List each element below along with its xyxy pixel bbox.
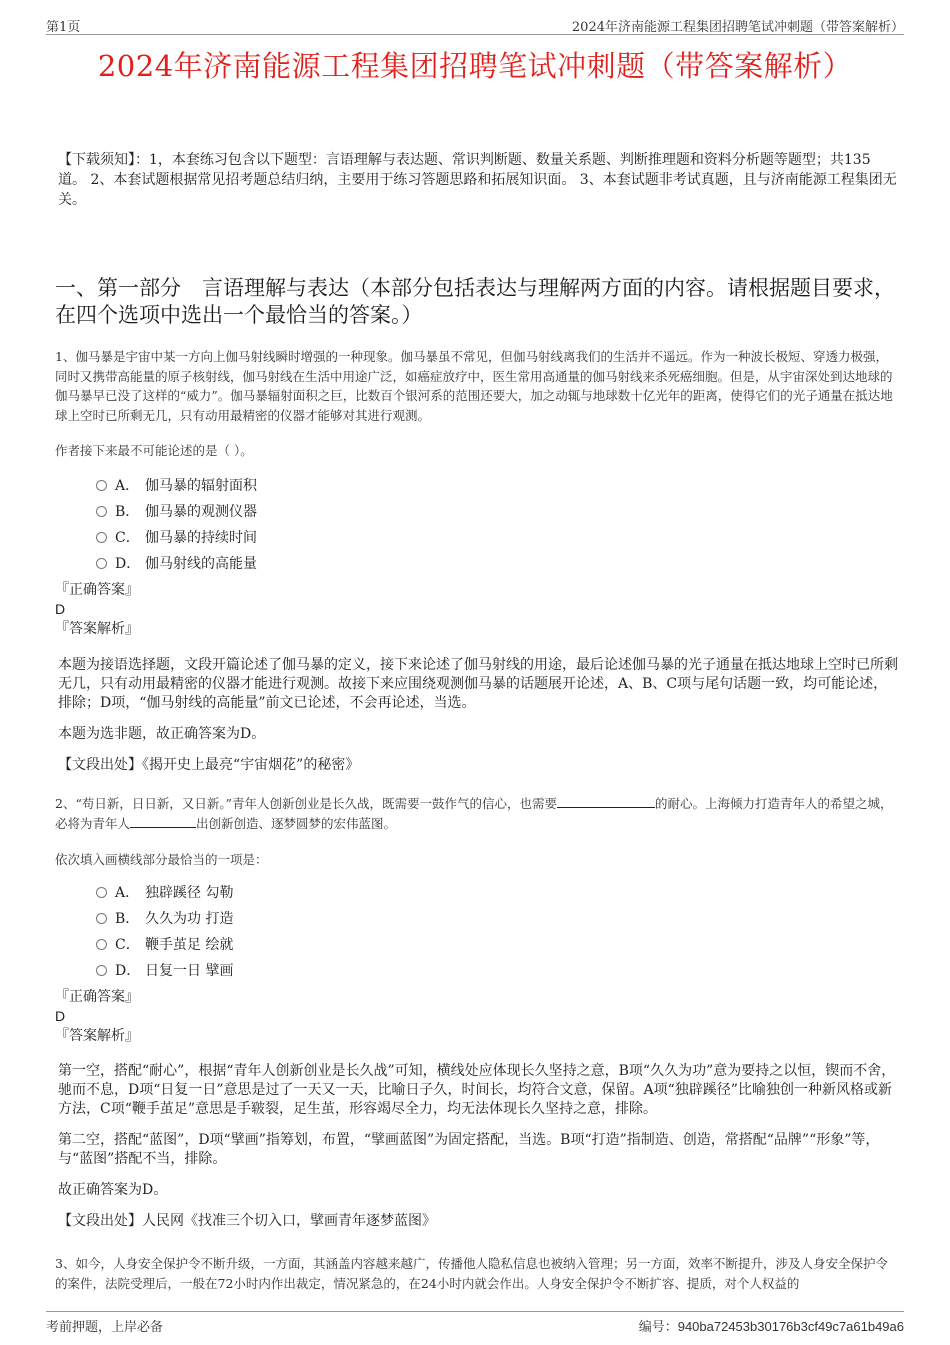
fill-blank-1[interactable] [557, 795, 655, 808]
download-notice: 【下载须知】：1，本套练习包含以下题型：言语理解与表达题、常识判断题、数量关系题、判断推理题和资料分析题等题型；共135道。 2、本套试题根据常见招考题总结归纳，主要用于练习答题思路和拓展知识面。 3、本套试题非考试真题，且与济南能源工程集团无关。 [58, 152, 897, 208]
option-a[interactable]: A． 伽马暴的辐射面积 [96, 473, 257, 499]
question-2-stem: 2、“苟日新，日日新，又日新。”青年人创新创业是长久战，既需要一鼓作气的信心，也需要 的耐心。上海倾力打造青年人的希望之城，必将为青年人 出创新创造、逐梦圆梦的宏伟蓝图。 [55, 796, 893, 831]
option-d[interactable]: D． 伽马射线的高能量 [96, 551, 257, 577]
radio-icon[interactable] [96, 506, 107, 517]
document-code: 编号：940ba72453b30176b3cf49c7a61b49a6 [638, 1319, 904, 1335]
radio-icon[interactable] [96, 913, 107, 924]
option-b[interactable]: B． 伽马暴的观测仪器 [96, 499, 257, 525]
radio-icon[interactable] [96, 480, 107, 491]
option-a[interactable]: A． 独辟蹊径 勾勒 [96, 880, 233, 906]
document-title: 2024年济南能源工程集团招聘笔试冲刺题（带答案解析） [97, 49, 853, 83]
header-doc-title: 2024年济南能源工程集团招聘笔试冲刺题（带答案解析） [571, 20, 904, 35]
analysis-label: 『答案解析』 [55, 1028, 139, 1044]
question-2-analysis-2: 第二空，搭配“蓝图”，D项“擘画”指筹划，布置，“擘画蓝图”为固定搭配，当选。B项“打造”指制造、创造，常搭配“品牌”“形象”等，与“蓝图”搭配不当，排除。 [58, 1132, 880, 1167]
question-1-stem [55, 347, 900, 425]
correct-answer: D [55, 601, 66, 617]
page-header [46, 14, 904, 35]
radio-icon[interactable] [96, 939, 107, 950]
page-footer [46, 1311, 904, 1334]
radio-icon[interactable] [96, 532, 107, 543]
question-1-source: 【文段出处】《揭开史上最亮“宇宙烟花”的秘密》 [58, 757, 360, 773]
question-2-source: 【文段出处】人民网《找准三个切入口，擘画青年逐梦蓝图》 [58, 1213, 436, 1229]
correct-answer-label: 『正确答案』 [55, 582, 139, 598]
analysis-label: 『答案解析』 [55, 621, 139, 637]
correct-answer: D [55, 1008, 66, 1024]
question-1-ask: 作者接下来最不可能论述的是（ ）。 [55, 443, 253, 458]
question-3-stem [55, 1254, 900, 1294]
option-d[interactable]: D． 日复一日 擘画 [96, 958, 233, 984]
question-2-analysis-1: 第一空，搭配“耐心”，根据“青年人创新创业是长久战”可知，横线处应体现长久坚持之意，B项“久久为功”意为要持之以恒，锲而不舍，驰而不息，D项“日复一日”意思是过了一天又一天，比喻日子久，时间长，均符合文意，保留。A项“独辟蹊径”比喻独创一种新风格或新方法，C项“鞭手茧足”意思是手皲裂，足生茧，形容竭尽全力，均无法体现长久坚持之意，排除。 [58, 1063, 896, 1117]
page-number: 第1页 [46, 20, 81, 35]
question-2-ask: 依次填入画横线部分最恰当的一项是： [55, 852, 268, 867]
radio-icon[interactable] [96, 965, 107, 976]
section-title: 一、第一部分 言语理解与表达（本部分包括表达与理解两方面的内容。请根据题目要求，在四个选项中选出一个最恰当的答案。） [55, 276, 895, 327]
radio-icon[interactable] [96, 887, 107, 898]
fill-blank-2[interactable] [130, 815, 196, 828]
radio-icon[interactable] [96, 558, 107, 569]
correct-answer-label: 『正确答案』 [55, 989, 139, 1005]
question-1-options [96, 473, 257, 577]
option-c[interactable]: C． 伽马暴的持续时间 [96, 525, 257, 551]
question-2-conclusion: 故正确答案为D。 [58, 1182, 168, 1198]
question-1-analysis: 本题为接语选择题，文段开篇论述了伽马暴的定义，接下来论述了伽马射线的用途，最后论述伽马暴的光子通量在抵达地球上空时已所剩无几，只有动用最精密的仪器才能进行观测。故接下来应围绕观测伽马暴的话题展开论述，A、B、C项与尾句话题一致，均可能论述，排除；D项，“伽马射线的高能量”前文已论述，不会再论述，当选。 [58, 657, 898, 711]
question-2-options [96, 880, 233, 984]
question-1-conclusion: 本题为选非题，故正确答案为D。 [58, 726, 266, 742]
footer-slogan: 考前押题，上岸必备 [46, 1320, 164, 1335]
question-1-text: 1、伽马暴是宇宙中某一方向上伽马射线瞬时增强的一种现象。伽马暴虽不常见，但伽马射线离我们的生活并不遥远。作为一种波长极短、穿透力极强，同时又携带高能量的原子核射线，伽马射线在生活中用途广泛，如癌症放疗中，医生常用高通量的伽马射线来杀死癌细胞。但是，从宇宙深处到达地球的伽马暴早已没了这样的“威力”。伽马暴辐射面积之巨，比数百个银河系的范围还要大，加之动辄与地球数十亿光年的距离，使得它们的光子通量在抵达地球上空时已所剩无几，只有动用最精密的仪器才能够对其进行观测。 [55, 349, 893, 423]
option-c[interactable]: C． 鞭手茧足 绘就 [96, 932, 233, 958]
option-b[interactable]: B． 久久为功 打造 [96, 906, 233, 932]
question-3-text: 3、如今，人身安全保护令不断升级，一方面，其涵盖内容越来越广，传播他人隐私信息也被纳入管理；另一方面，效率不断提升，涉及人身安全保护令的案件，法院受理后，一般在72小时内作出裁定，情况紧急的，在24小时内就会作出。人身安全保护令不断扩容、提质，对个人权益的 [55, 1256, 888, 1291]
